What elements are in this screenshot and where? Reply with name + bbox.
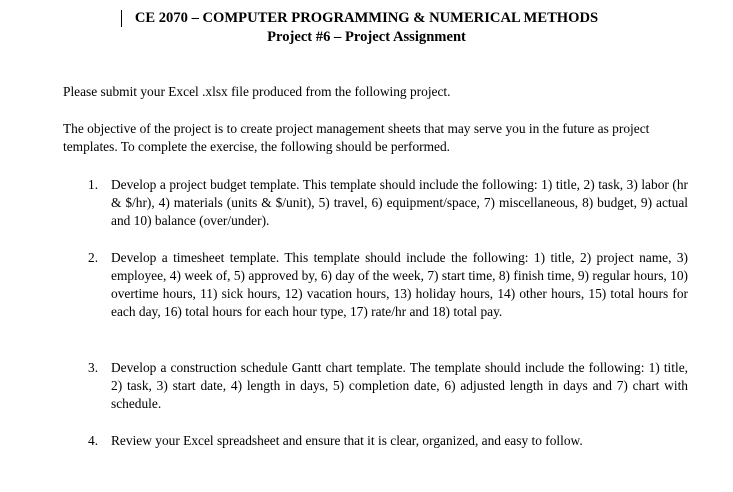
- document-title: CE 2070 – COMPUTER PROGRAMMING & NUMERICAL METHODS: [134, 10, 599, 26]
- list-item-number: 1.: [88, 177, 99, 192]
- list-item-text: Develop a project budget template. This template should include the following: 1) title, 2) task, 3) labor (hr & $/hr), 4) materials (units & $/unit), 5) travel, 6) equipment/space, 7) miscellaneous, 8) budget, 9) actual and 10) balance (over/under).: [111, 177, 688, 228]
- list-item-text: Review your Excel spreadsheet and ensure that it is clear, organized, and easy to follow.: [111, 433, 583, 448]
- objective-paragraph: The objective of the project is to create project management sheets that may serve you in the future as project templates. To complete the exercise, the following should be performed.: [63, 121, 650, 154]
- intro-paragraph: Please submit your Excel .xlsx file produced from the following project.: [63, 84, 451, 99]
- list-item-number: 2.: [88, 250, 99, 265]
- list-item-text: Develop a timesheet template. This template should include the following: 1) title, 2) project name, 3) employee, 4) week of, 5) approved by, 6) day of the week, 7) start time, 8) finish time, 9) regular hours, 10) overtime hours, 11) sick hours, 12) vacation hours, 13) holiday hours, 14) other hours, 15) total hours for each day, 16) total hours for each hour type, 17) rate/hr and 18) total pay.: [111, 250, 688, 319]
- list-item-number: 3.: [88, 360, 99, 375]
- list-item-text: Develop a construction schedule Gantt chart template. The template should include the following: 1) title, 2) task, 3) start date, 4) length in days, 5) completion date, 6) adjusted length in days and 7) chart with schedule.: [111, 360, 688, 411]
- list-item-number: 4.: [88, 433, 99, 448]
- document-subtitle: Project #6 – Project Assignment: [267, 29, 466, 45]
